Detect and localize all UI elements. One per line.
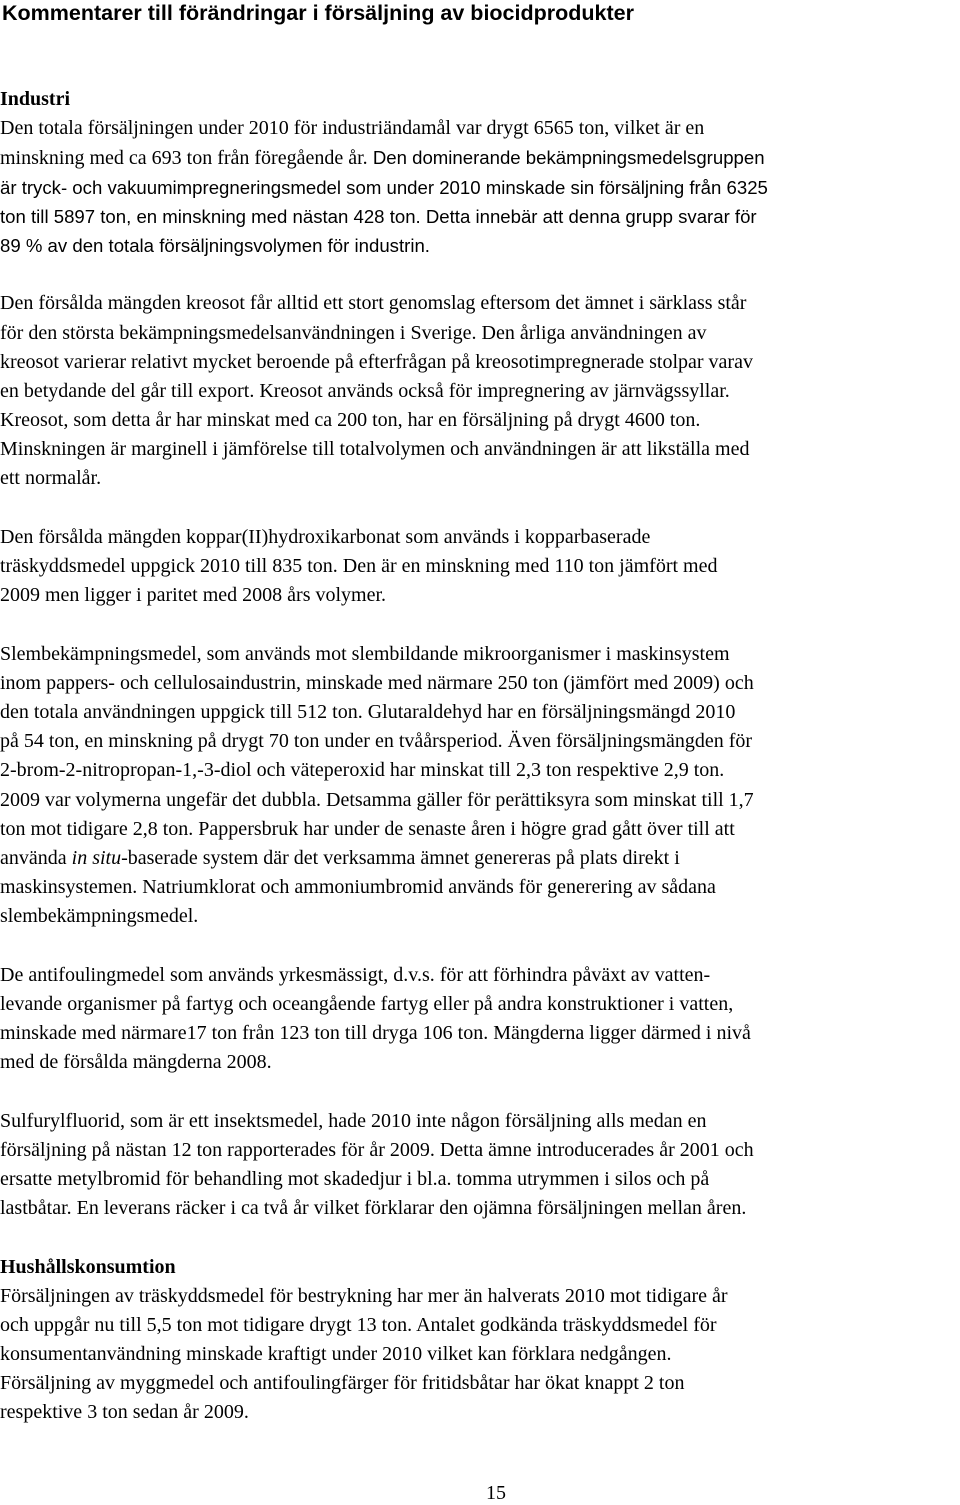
- text-line: på 54 ton, en minskning på drygt 70 ton under en tvåårsperiod. Även försäljningsmängden för: [0, 730, 753, 753]
- text-run: använda: [0, 846, 72, 869]
- text-line: ton mot tidigare 2,8 ton. Pappersbruk har under de senaste åren i högre grad gått över till att: [0, 817, 735, 840]
- text-line: 89 % av den totala försäljningsvolymen för industrin.: [0, 234, 430, 256]
- paragraph-gap: [0, 1223, 960, 1252]
- paragraph-hushall: [0, 1282, 960, 1428]
- text-line: för den största bekämpningsmedelsanvändningen i Sverige. Den årliga användningen av: [0, 321, 707, 344]
- text-line: 2009 var volymerna ungefär det dubbla. Detsamma gäller för perättiksyra som minskat till 1,7: [0, 788, 754, 811]
- text-line: slembekämpningsmedel.: [0, 905, 199, 928]
- text-run: minskning med ca 693 ton från föregående år.: [0, 147, 368, 170]
- text-line: Den försålda mängden kreosot får alltid ett stort genomslag eftersom det ämnet i särklass står: [0, 292, 747, 315]
- text-line: den totala användningen uppgick till 512 ton. Glutaraldehyd har en försäljningsmängd 2010: [0, 700, 736, 723]
- paragraph-sulfurylfluorid: [0, 1107, 960, 1224]
- text-line: Minskningen är marginell i jämförelse till totalvolymen och användningen är att likställa med: [0, 438, 750, 461]
- text-line: Försäljning av myggmedel och antifoulingfärger för fritidsbåtar har ökat knappt 2 ton: [0, 1372, 685, 1395]
- page-title: Kommentarer till förändringar i försäljning av biocidprodukter: [2, 1, 634, 25]
- text-line: Den försålda mängden koppar(II)hydroxikarbonat som används i kopparbaserade: [0, 525, 651, 548]
- text-run-sans: Den dominerande bekämpningsmedelsgruppen: [367, 147, 765, 169]
- text-line: kreosot varierar relativt mycket beroende på efterfrågan på kreosotimpregnerade stolpar varav: [0, 350, 753, 373]
- text-line: är tryck- och vakuumimpregneringsmedel som under 2010 minskade sin försäljning från 6325: [0, 176, 768, 198]
- text-line: ersatte metylbromid för behandling mot skadedjur i bl.a. tomma utrymmen i silos och på: [0, 1167, 710, 1190]
- text-line: De antifoulingmedel som används yrkesmässigt, d.v.s. för att förhindra påväxt av vatten-: [0, 963, 711, 986]
- text-line: inom pappers- och cellulosaindustrin, minskade med närmare 250 ton (jämfört med 2009) och: [0, 671, 754, 694]
- paragraph-gap: [0, 610, 960, 639]
- paragraph-gap: [0, 260, 960, 289]
- text-line: Sulfurylfluorid, som är ett insektsmedel, hade 2010 inte någon försäljning alls medan en: [0, 1109, 707, 1132]
- section-industri: [0, 85, 960, 1253]
- text-line: [0, 844, 960, 873]
- text-line: Slembekämpningsmedel, som används mot slembildande mikroorganismer i maskinsystem: [0, 642, 730, 665]
- text-line: 2009 men ligger i paritet med 2008 års volymer.: [0, 584, 387, 607]
- section-heading-hushallskonsumtion: Hushållskonsumtion: [0, 1255, 176, 1278]
- paragraph-slembekampning: [0, 640, 960, 932]
- text-line: och uppgår nu till 5,5 ton mot tidigare drygt 13 ton. Antalet godkända träskyddsmedel för: [0, 1313, 717, 1336]
- text-line: maskinsystemen. Natriumklorat och ammoniumbromid används för generering av sådana: [0, 876, 716, 899]
- page-number: 15: [486, 1482, 506, 1504]
- text-run-italic: in situ: [71, 846, 122, 869]
- text-line: träskyddsmedel uppgick 2010 till 835 ton. Den är en minskning med 110 ton jämfört med: [0, 555, 718, 577]
- paragraph-industri-total: [0, 114, 960, 260]
- paragraph-kreosot: [0, 289, 960, 493]
- text-line: Kreosot, som detta år har minskat med ca 200 ton, har en försäljning på drygt 4600 ton.: [0, 409, 701, 432]
- document-body: [0, 85, 960, 1428]
- paragraph-gap: [0, 494, 960, 523]
- paragraph-gap: [0, 931, 960, 960]
- text-run: -baserade system där det verksamma ämnet genereras på plats direkt i: [121, 846, 680, 869]
- text-line: levande organismer på fartyg och oceangående fartyg eller på andra konstruktioner i vatten,: [0, 992, 734, 1015]
- text-line: [0, 143, 960, 172]
- section-hushallskonsumtion: [0, 1253, 960, 1428]
- text-line: 2-brom-2-nitropropan-1,-3-diol och väteperoxid har minskat till 2,3 ton respektive 2,9 ton.: [0, 759, 725, 782]
- text-line: försäljning på nästan 12 ton rapporterades för år 2009. Detta ämne introducerades år 2001 och: [0, 1138, 754, 1161]
- section-heading-industri: Industri: [0, 88, 71, 110]
- text-line: lastbåtar. En leverans räcker i ca två år vilket förklarar den ojämna försäljningen mellan åren.: [0, 1197, 747, 1220]
- text-line: en betydande del går till export. Kreosot används också för impregnering av järnvägssyllar.: [0, 379, 730, 402]
- text-line: Försäljningen av träskyddsmedel för bestrykning har mer än halverats 2010 mot tidigare år: [0, 1284, 728, 1307]
- paragraph-gap: [0, 1077, 960, 1106]
- text-line: ett normalår.: [0, 467, 102, 490]
- text-line: Den totala försäljningen under 2010 för industriändamål var drygt 6565 ton, vilket är en: [0, 117, 705, 140]
- text-line: konsumentanvändning minskade kraftigt under 2010 vilket kan förklara nedgången.: [0, 1343, 672, 1366]
- text-line: minskade med närmare17 ton från 123 ton till dryga 106 ton. Mängderna ligger därmed i nivå: [0, 1022, 751, 1044]
- text-line: med de försålda mängderna 2008.: [0, 1051, 272, 1074]
- text-line: respektive 3 ton sedan år 2009.: [0, 1401, 249, 1424]
- paragraph-antifouling: [0, 961, 960, 1078]
- paragraph-koppar: [0, 523, 960, 611]
- text-line: ton till 5897 ton, en minskning med nästan 428 ton. Detta innebär att denna grupp svarar för: [0, 205, 757, 227]
